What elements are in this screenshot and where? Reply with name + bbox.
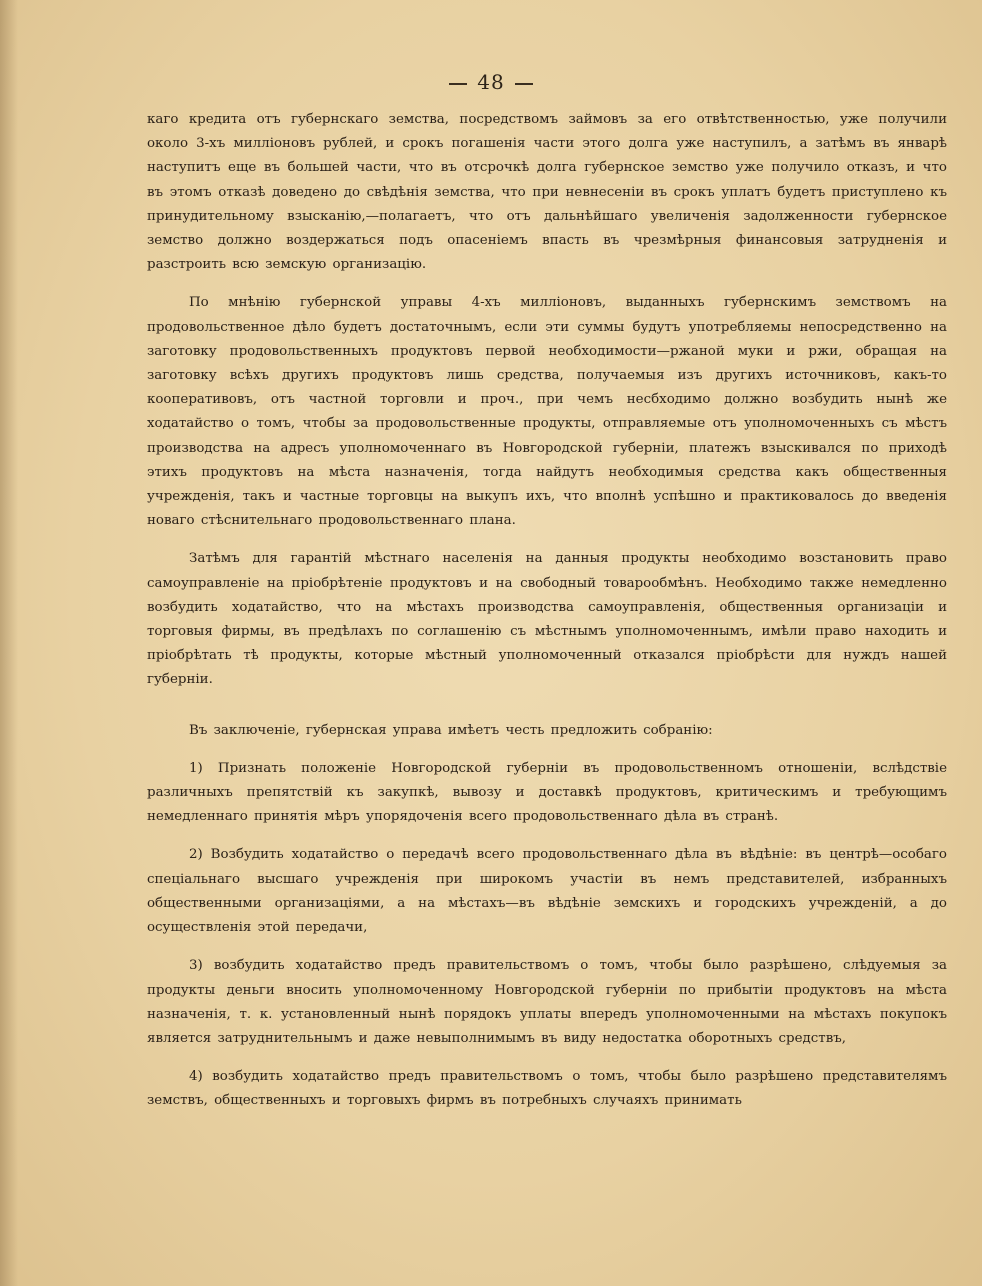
paragraph-guarantees: Затѣмъ для гарантій мѣстнаго населенія на данныя продукты необходимо возстановить право самоуправленіе на пріобрѣтеніе продуктовъ и на свободный товарообмѣнъ. Необходимо также немедленно возбудить ходатайство, что на мѣстахъ производства самоуправленія, общественныя организаціи и торговыя фирмы, въ предѣлахъ по соглашенію съ мѣстнымъ уполномоченнымъ, имѣли право находить и пріобрѣтать тѣ продукты, которые мѣстный уполномоченный отказался пріобрѣсти для нуждъ нашей губерніи. [147,551,947,688]
list-item-1: 1) Признать положеніе Новгородской губерніи въ продовольственномъ отношеніи, вслѣдствіе различныхъ препятствій къ закупкѣ, вывозу и доставкѣ продуктовъ, критическимъ и требующимъ немедленнаго принятія мѣръ упорядоченія всего продовольственнаго дѣла въ странѣ. [147,760,947,825]
paragraph-provision-opinion: По мнѣнію губернской управы 4-хъ милліоновъ, выданныхъ губернскимъ земствомъ на продовольственное дѣло будетъ достаточнымъ, если эти суммы будутъ употребляемы непосредственно на заготовку продовольственныхъ продуктовъ первой необходимости—ржаной муки и ржи, обращая на заготовку всѣхъ другихъ продуктовъ лишь средства, получаемыя изъ другихъ источниковъ, какъ-то кооперативовъ, отъ частной торговли и проч., при чемъ несбходимо должно возбудить нынѣ же ходатайство о томъ, чтобы за продовольственные продукты, отправляемые отъ уполномоченныхъ съ мѣстъ производства на адресъ уполномоченнаго въ Новгородской губерніи, платежъ взыскивался по приходѣ этихъ продуктовъ на мѣста назначенія, тогда найдутъ необходимыя средства какъ общественныя учрежденія, такъ и частные торговцы на выкупъ ихъ, что вполнѣ успѣшно и практиковалось до введенія новаго стѣснительнаго продовольственнаго плана. [147,295,947,529]
list-item-3: 3) возбудить ходатайство предъ правительствомъ о томъ, чтобы было разрѣшено, слѣдуемыя за продукты деньги вносить уполномоченному Новгородской губерніи по прибытіи продуктовъ на мѣста назначенія, т. к. установленный нынѣ порядокъ уплаты впередъ уполномоченными на мѣстахъ покупокъ является затруднительнымъ и даже невыполнимымъ въ виду недостатка оборотныхъ средствъ, [147,958,947,1046]
paragraph-continuation: каго кредита отъ губернскаго земства, посредствомъ займовъ за его отвѣтственностью, уже получили около 3-хъ милліоновъ рублей, и срокъ погашенія части этого долга уже наступилъ, а затѣмъ въ январѣ наступитъ еще въ большей части, что въ отсрочкѣ долга губернское земство уже получило отказъ, и что въ этомъ отказѣ доведено до свѣдѣнія земства, что при невнесеніи въ срокъ уплатъ будетъ приступлено къ принудительному взысканію,—полагаетъ, что отъ дальнѣйшаго увеличенія задолженности губернское земство должно воздержаться подъ опасеніемъ впасть въ чрезмѣрныя финансовыя затрудненія и разстроить всю земскую организацію. [147,112,947,273]
page-number-header [0,70,982,94]
body-text [147,108,947,1114]
list-item-2: 2) Возбудить ходатайство о передачѣ всего продовольственнаго дѣла въ вѣдѣніе: въ центрѣ—особаго спеціальнаго высшаго учрежденія при широкомъ участіи въ немъ представителей, избранныхъ общественными организаціями, а на мѣстахъ—въ вѣдѣніе земскихъ и городскихъ учрежденій, а до осуществленія этой передачи, [147,847,947,936]
left-dash [449,83,467,85]
right-dash [515,83,533,85]
list-item-4: 4) возбудить ходатайство предъ правительствомъ о томъ, чтобы было разрѣшено представителямъ земствъ, общественныхъ и торговыхъ фирмъ въ потребныхъ случаяхъ принимать [147,1069,947,1109]
page-number: 48 [477,70,505,94]
page-edge-shadow [0,0,18,1286]
paragraph-conclusion: Въ заключеніе, губернская управа имѣетъ честь предложить собранію: [189,722,713,738]
